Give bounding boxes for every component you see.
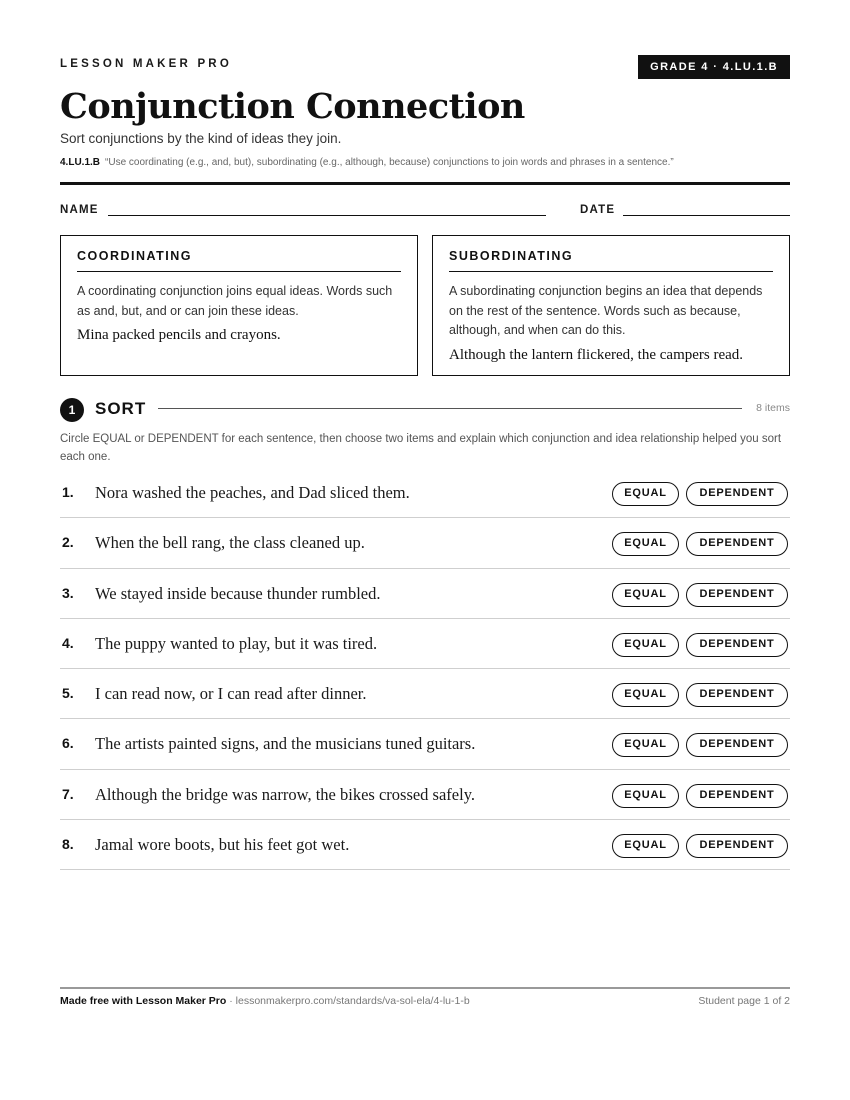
sort-list (60, 468, 790, 870)
standard-line (60, 157, 674, 168)
grade-badge: GRADE 4 · 4.LU.1.B (638, 55, 790, 79)
brand-name: LESSON MAKER PRO (60, 58, 232, 70)
list-item (60, 719, 790, 769)
subordinating-box (432, 235, 790, 376)
dependent-choice[interactable]: DEPENDENT (686, 683, 788, 707)
page-indicator: Student page 1 of 2 (698, 995, 790, 1007)
section-title: SORT (95, 399, 147, 418)
name-label: NAME (60, 204, 99, 216)
section-divider (158, 408, 742, 409)
equal-choice[interactable]: EQUAL (612, 583, 679, 607)
subordinating-example: Although the lantern flickered, the campers read. (449, 346, 744, 363)
dependent-choice[interactable]: DEPENDENT (686, 834, 788, 858)
dependent-choice[interactable]: DEPENDENT (686, 733, 788, 757)
coordinating-example: Mina packed pencils and crayons. (77, 327, 281, 343)
date-label: DATE (580, 204, 616, 216)
item-number: 7. (62, 785, 74, 802)
list-item (60, 619, 790, 669)
dependent-choice[interactable]: DEPENDENT (686, 482, 788, 506)
dependent-choice[interactable]: DEPENDENT (686, 532, 788, 556)
list-item (60, 518, 790, 568)
item-number: 8. (62, 836, 74, 853)
item-sentence: Jamal wore boots, but his feet got wet. (95, 835, 350, 855)
standard-code: 4.LU.1.B (60, 157, 101, 168)
standard-text: “Use coordinating (e.g., and, but), subordinating (e.g., although, because) conjunctions to join words and phrases in a sentence.” (105, 157, 674, 168)
subordinating-description: A subordinating conjunction begins an idea that depends on the rest of the sentence. Words such as because, although, and when can do this. (449, 284, 763, 337)
item-number: 3. (62, 584, 74, 601)
equal-choice[interactable]: EQUAL (612, 784, 679, 808)
item-number: 1. (62, 484, 74, 500)
item-sentence: Although the bridge was narrow, the bikes crossed safely. (95, 784, 476, 804)
page-title: Conjunction Connection (60, 86, 525, 127)
header-divider (60, 182, 790, 185)
equal-choice[interactable]: EQUAL (612, 834, 679, 858)
item-sentence: I can read now, or I can read after dinner. (95, 684, 367, 704)
footer-divider (60, 987, 790, 989)
list-item (60, 669, 790, 719)
item-sentence: We stayed inside because thunder rumbled. (95, 583, 381, 603)
item-sentence: The puppy wanted to play, but it was tired. (95, 633, 378, 653)
list-item (60, 468, 790, 518)
item-sentence: The artists painted signs, and the musicians tuned guitars. (95, 734, 476, 754)
item-sentence: When the bell rang, the class cleaned up. (95, 533, 365, 553)
equal-choice[interactable]: EQUAL (612, 633, 679, 657)
name-field[interactable] (108, 215, 546, 216)
item-number: 2. (62, 534, 74, 551)
equal-choice[interactable]: EQUAL (612, 482, 679, 506)
item-sentence: Nora washed the peaches, and Dad sliced them. (95, 483, 410, 502)
coordinating-description: A coordinating conjunction joins equal ideas. Words such as and, but, and or can join these ideas. (77, 284, 393, 318)
footer-credit (60, 995, 470, 1007)
dependent-choice[interactable]: DEPENDENT (686, 784, 788, 808)
worksheet-page (60, 0, 790, 1100)
footer-url: · lessonmakerpro.com/standards/va-sol-ela/4-lu-1-b (226, 995, 470, 1007)
item-number: 5. (62, 685, 74, 702)
section-number: 1 (60, 398, 84, 422)
page-subtitle: Sort conjunctions by the kind of ideas they join. (60, 131, 342, 146)
equal-choice[interactable]: EQUAL (612, 683, 679, 707)
instructions: Circle EQUAL or DEPENDENT for each sentence, then choose two items and explain which conjunction and idea relationship helped you sort each one. (60, 433, 782, 463)
coordinating-title: COORDINATING (77, 249, 401, 272)
footer-made-with: Made free with Lesson Maker Pro (60, 995, 227, 1007)
list-item (60, 770, 790, 820)
item-count: 8 items (756, 402, 790, 414)
dependent-choice[interactable]: DEPENDENT (686, 633, 788, 657)
list-item (60, 569, 790, 619)
coordinating-box (60, 235, 418, 376)
item-number: 6. (62, 735, 74, 752)
equal-choice[interactable]: EQUAL (612, 733, 679, 757)
subordinating-title: SUBORDINATING (449, 249, 773, 272)
dependent-choice[interactable]: DEPENDENT (686, 583, 788, 607)
equal-choice[interactable]: EQUAL (612, 532, 679, 556)
item-number: 4. (62, 634, 74, 651)
list-item (60, 820, 790, 870)
date-field[interactable] (623, 215, 790, 216)
